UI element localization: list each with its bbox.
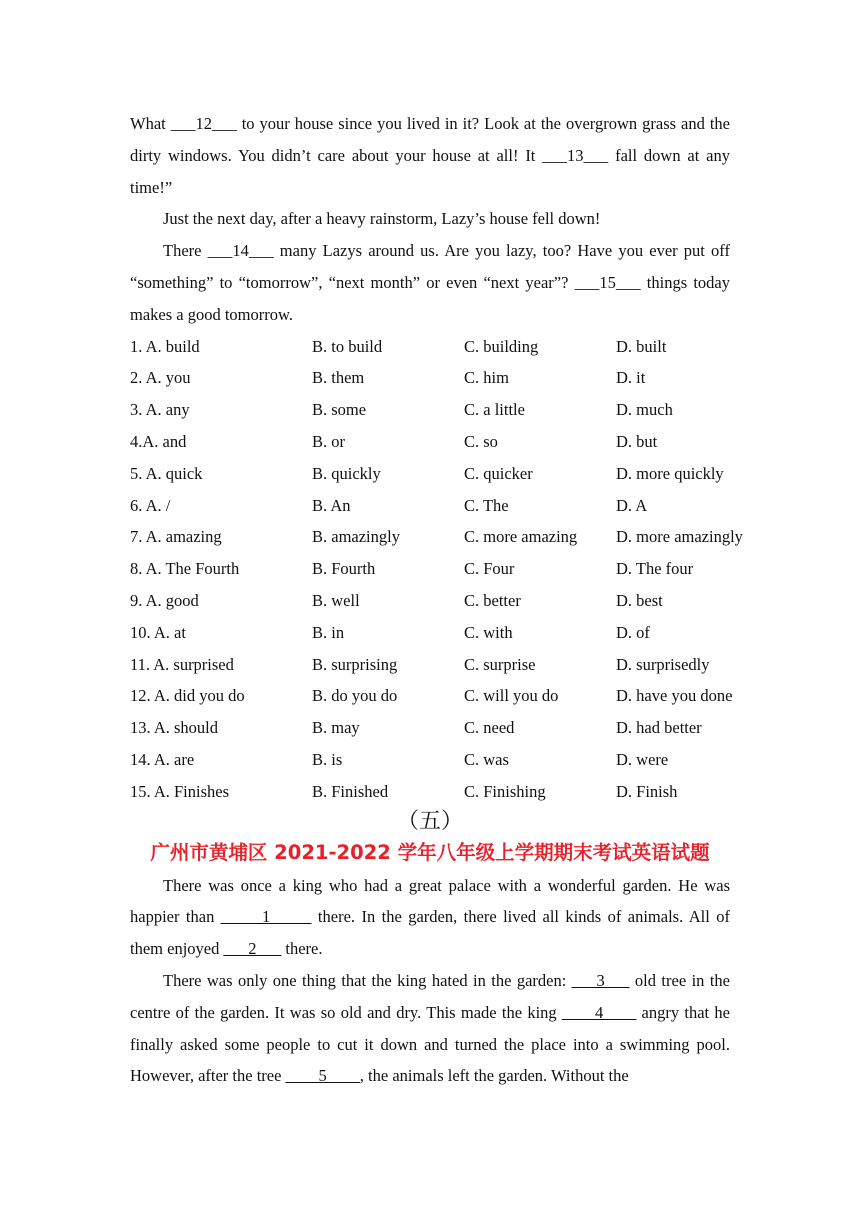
option-row <box>130 744 730 776</box>
answer-blank: ___3___ <box>571 970 630 990</box>
option-b: B. or <box>312 431 345 451</box>
passage-bottom <box>130 870 730 1093</box>
option-d: D. of <box>616 622 650 642</box>
option-row <box>130 585 730 617</box>
option-d: D. best <box>616 590 663 610</box>
option-d: D. A <box>616 495 648 515</box>
option-a: 8. A. The Fourth <box>130 559 240 579</box>
option-d: D. Finish <box>616 781 678 801</box>
option-c: C. better <box>464 590 521 610</box>
option-d: D. The four <box>616 559 694 579</box>
option-b: B. Finished <box>312 781 389 801</box>
section-title: 广州市黄埔区 2021-2022 学年八年级上学期期末考试英语试题 <box>150 840 710 864</box>
option-row <box>130 331 730 363</box>
option-d: D. have you done <box>616 686 733 706</box>
answer-blank: ____4____ <box>561 1002 637 1022</box>
option-d: D. more amazingly <box>616 527 743 547</box>
option-c: C. quicker <box>464 463 533 483</box>
option-c: C. building <box>464 336 539 356</box>
option-b: B. is <box>312 749 343 769</box>
text-segment: there. In the garden, there lived all kinds of animals. All of them enjoyed <box>130 907 730 959</box>
option-c: C. was <box>464 749 509 769</box>
option-b: B. An <box>312 495 351 515</box>
option-b: B. well <box>312 590 360 610</box>
option-c: C. a little <box>464 400 525 420</box>
option-c: C. with <box>464 622 513 642</box>
paragraph: Just the next day, after a heavy rainstorm, Lazy’s house fell down! <box>163 209 601 229</box>
text-segment: There was only one thing that the king hated in the garden: <box>163 970 572 990</box>
option-row <box>130 490 730 522</box>
option-a: 11. A. surprised <box>130 654 234 674</box>
option-a: 14. A. are <box>130 749 195 769</box>
paragraph <box>130 870 730 965</box>
option-a: 4.A. and <box>130 431 187 451</box>
option-a: 7. A. amazing <box>130 527 222 547</box>
option-row <box>130 362 730 394</box>
option-a: 12. A. did you do <box>130 686 245 706</box>
answer-blank: ____5____ <box>285 1066 360 1086</box>
option-d: D. but <box>616 431 658 451</box>
option-row <box>130 776 730 808</box>
option-b: B. Fourth <box>312 559 376 579</box>
option-row <box>130 649 730 681</box>
text-segment: there. <box>281 939 323 959</box>
option-row <box>130 521 743 553</box>
option-c: C. will you do <box>464 686 559 706</box>
option-a: 2. A. you <box>130 368 191 388</box>
option-b: B. them <box>312 368 365 388</box>
option-a: 6. A. / <box>130 495 171 515</box>
answer-blank: ___2___ <box>223 939 282 959</box>
paragraph: There ___14___ many Lazys around us. Are you lazy, too? Have you ever put off “something” to “tomorrow”, “next month” or even “next year”? ___15___ things today makes a good tomorrow. <box>130 241 730 324</box>
option-b: B. to build <box>312 336 383 356</box>
options-table <box>130 331 743 808</box>
option-b: B. quickly <box>312 463 381 483</box>
option-a: 15. A. Finishes <box>130 781 230 801</box>
option-c: C. surprise <box>464 654 536 674</box>
option-row <box>130 394 730 426</box>
answer-blank: _____1_____ <box>220 907 312 927</box>
option-row <box>130 680 733 712</box>
option-a: 5. A. quick <box>130 463 203 483</box>
paragraph <box>130 965 730 1092</box>
option-c: C. Finishing <box>464 781 546 801</box>
text-segment: angry that he finally asked some people to cut it down and turned the place into a swimming pool. However, after the tree <box>130 1002 731 1086</box>
option-c: C. so <box>464 431 498 451</box>
option-d: D. were <box>616 749 669 769</box>
option-c: C. him <box>464 368 509 388</box>
option-c: C. need <box>464 718 515 738</box>
option-c: C. The <box>464 495 509 515</box>
option-row <box>130 426 730 458</box>
option-b: B. surprising <box>312 654 398 674</box>
text-segment: There was once a king who had a great palace with a wonderful garden. He was happier than <box>130 875 730 927</box>
option-a: 9. A. good <box>130 590 199 610</box>
section-number: （五） <box>396 808 463 834</box>
paragraph: What ___12___ to your house since you lived in it? Look at the overgrown grass and the dirty windows. You didn’t care about your house at all! It ___13___ fall down at any time!” <box>130 114 730 197</box>
option-b: B. some <box>312 400 367 420</box>
option-row <box>130 458 730 490</box>
option-b: B. may <box>312 718 360 738</box>
option-d: D. more quickly <box>616 463 724 483</box>
option-a: 13. A. should <box>130 718 219 738</box>
option-a: 1. A. build <box>130 336 200 356</box>
option-d: D. it <box>616 368 646 388</box>
option-a: 10. A. at <box>130 622 186 642</box>
option-d: D. had better <box>616 718 702 738</box>
option-c: C. more amazing <box>464 527 578 547</box>
option-a: 3. A. any <box>130 400 190 420</box>
option-d: D. built <box>616 336 667 356</box>
option-d: D. surprisedly <box>616 654 710 674</box>
text-segment: old tree in the centre of the garden. It was so old and dry. This made the king <box>130 970 731 1022</box>
document-page <box>130 108 743 1092</box>
option-b: B. amazingly <box>312 527 400 547</box>
option-b: B. do you do <box>312 686 398 706</box>
text-segment: , the animals left the garden. Without the <box>359 1066 629 1086</box>
option-row <box>130 617 730 649</box>
option-row <box>130 712 730 744</box>
option-d: D. much <box>616 400 673 420</box>
option-row <box>130 553 730 585</box>
passage-top <box>130 108 730 331</box>
option-b: B. in <box>312 622 345 642</box>
option-c: C. Four <box>464 559 515 579</box>
